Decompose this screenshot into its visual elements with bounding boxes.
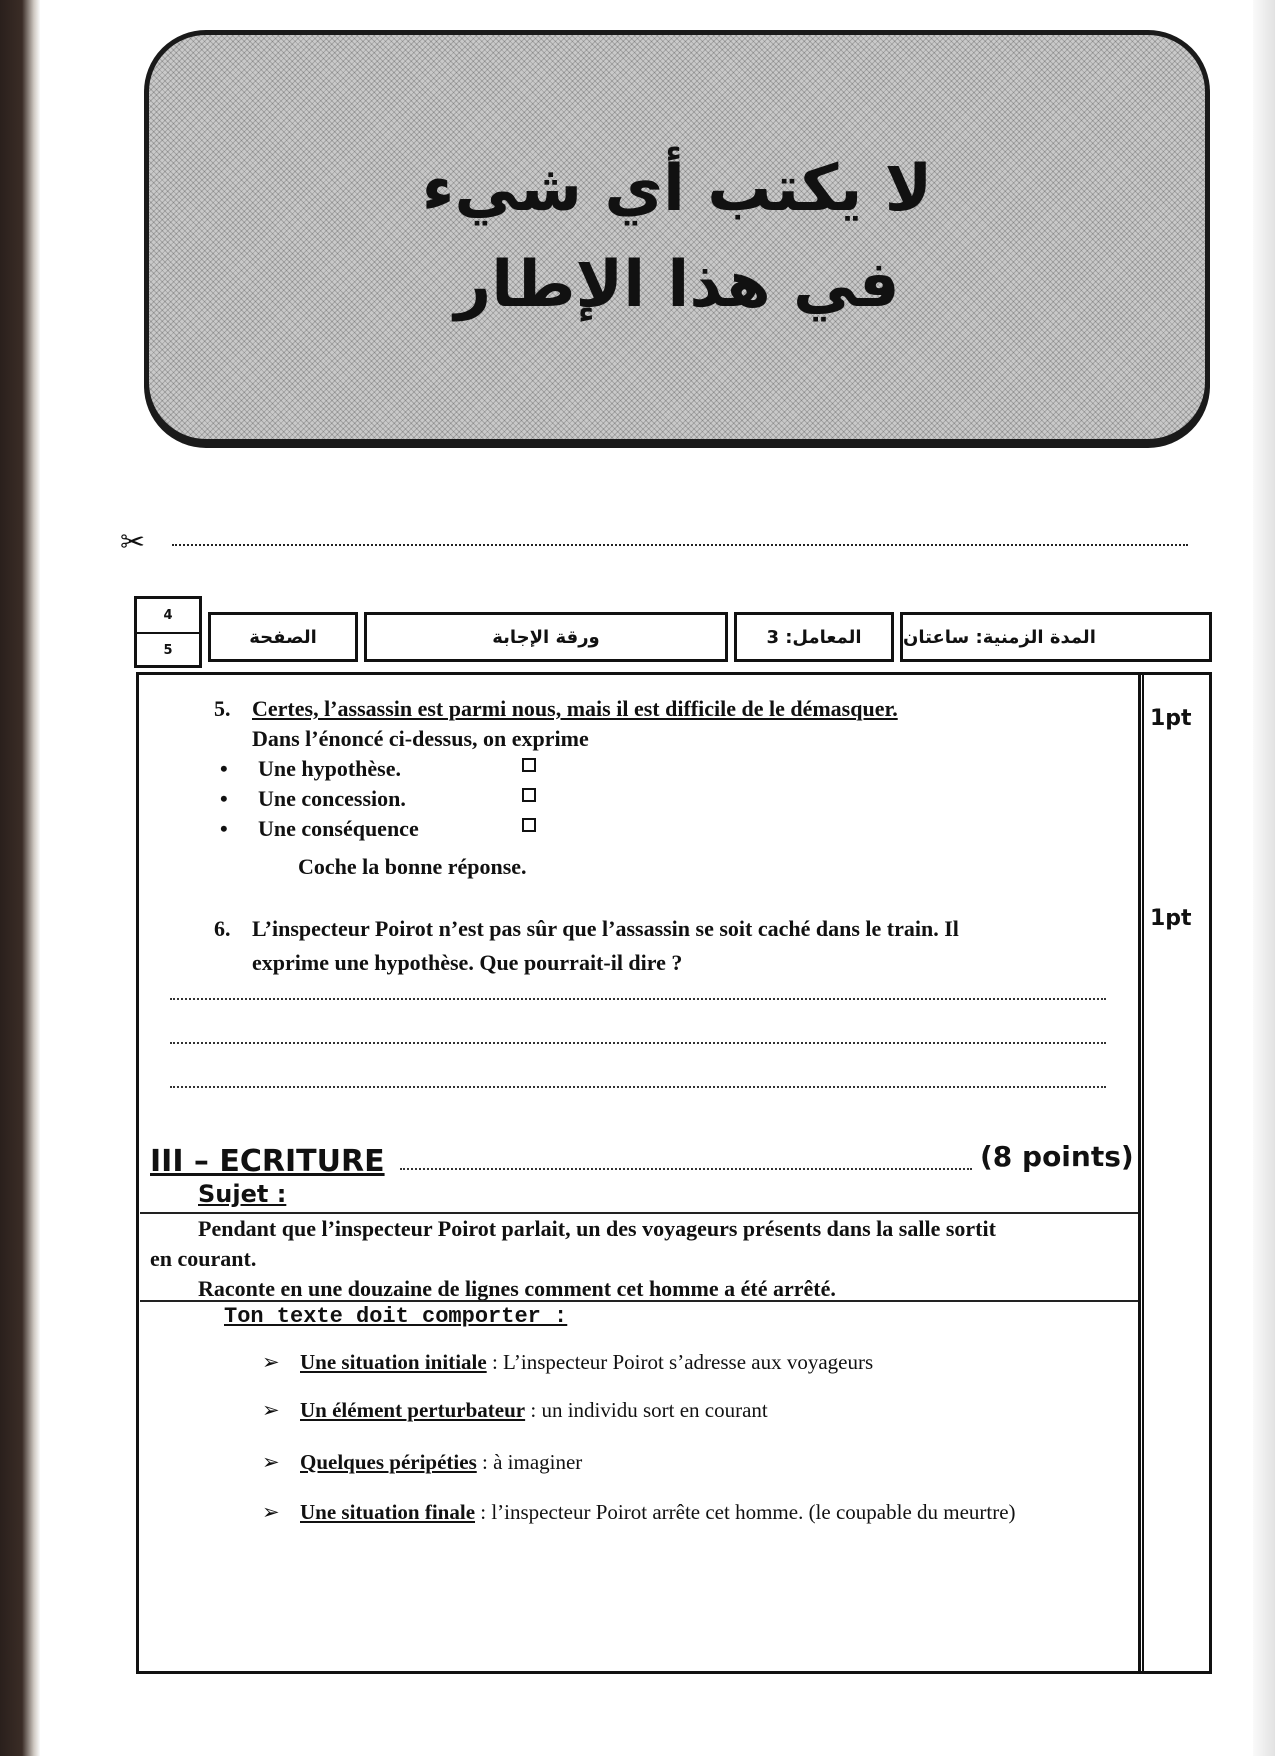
option-hypothese: • Une hypothèse. — [220, 756, 402, 781]
question-6-line-1: L’inspecteur Poirot n’est pas sûr que l’assassin se soit caché dans le train. Il — [252, 916, 959, 941]
question-5-number: 5. — [214, 696, 231, 721]
requirement-value: : l’inspecteur Poirot arrête cet homme. (le coupable du meurtre) — [475, 1500, 1016, 1524]
requirement-key: Une situation finale — [300, 1500, 476, 1524]
answer-line-3[interactable] — [170, 1086, 1106, 1088]
option-concession: • Une concession. — [220, 786, 406, 811]
requirement-value: : à imaginer — [476, 1450, 583, 1474]
question-6-number: 6. — [214, 916, 231, 941]
requirement-disruptive-element — [262, 1398, 768, 1423]
exam-duration: المدة الزمنية: ساعتان — [900, 612, 1212, 662]
arrow-bullet-icon: ➢ — [262, 1500, 280, 1524]
answer-line-2[interactable] — [170, 1042, 1106, 1044]
arrow-bullet-icon: ➢ — [262, 1398, 280, 1422]
option-concession-checkbox[interactable] — [522, 788, 536, 802]
sujet-label: Sujet : — [198, 1180, 287, 1208]
option-label: Une concession. — [258, 786, 406, 811]
scan-left-edge — [0, 0, 40, 1756]
question-6-score: 1pt — [1150, 906, 1192, 931]
page-number-box — [134, 596, 202, 668]
subject-instruction: Raconte en une douzaine de lignes comment cet homme a été arrêté. — [198, 1276, 836, 1301]
option-consequence: • Une conséquence — [220, 816, 419, 841]
requirement-key: Une situation initiale — [300, 1350, 487, 1374]
option-consequence-checkbox[interactable] — [522, 818, 536, 832]
option-label: Une conséquence — [258, 816, 419, 841]
requirements-title: Ton texte doit comporter : — [224, 1304, 568, 1329]
page-total: 5 — [163, 643, 173, 658]
subject-text-line-2: en courant. — [150, 1246, 257, 1271]
question-5-instruction: Coche la bonne réponse. — [298, 854, 527, 879]
writing-section-points: (8 points) — [980, 1140, 1134, 1173]
answer-line-1[interactable] — [170, 998, 1106, 1000]
divider-line — [140, 1300, 1138, 1302]
cut-line — [120, 525, 1188, 560]
question-5-prompt: Dans l’énoncé ci-dessus, on exprime — [252, 726, 589, 751]
do-not-write-line-1: لا يكتب أي شيء — [421, 152, 933, 226]
requirement-final-situation — [262, 1500, 1016, 1525]
scissors-icon: ✂ — [120, 525, 146, 560]
question-6-line-2: exprime une hypothèse. Que pourrait-il dire ? — [252, 950, 683, 975]
writing-title-dots — [400, 1168, 972, 1170]
page-label: الصفحة — [208, 612, 358, 662]
score-column-divider — [1138, 672, 1144, 1674]
requirement-events — [262, 1450, 582, 1475]
requirement-value: : un individu sort en courant — [525, 1398, 768, 1422]
arrow-bullet-icon: ➢ — [262, 1450, 280, 1474]
requirement-value: : L’inspecteur Poirot s’adresse aux voyageurs — [486, 1350, 874, 1374]
page-current: 4 — [137, 599, 199, 634]
option-hypothese-checkbox[interactable] — [522, 758, 536, 772]
requirement-key: Un élément perturbateur — [300, 1398, 526, 1422]
arrow-bullet-icon: ➢ — [262, 1350, 280, 1374]
requirement-initial-situation — [262, 1350, 873, 1375]
exam-coefficient: المعامل: 3 — [734, 612, 894, 662]
option-label: Une hypothèse. — [258, 756, 402, 781]
question-5-score: 1pt — [1150, 706, 1192, 731]
answer-sheet-label: ورقة الإجابة — [364, 612, 728, 662]
do-not-write-frame — [144, 30, 1210, 444]
question-5-statement: Certes, l’assassin est parmi nous, mais il est difficile de le démasquer. — [252, 696, 898, 721]
scan-right-edge — [1253, 0, 1275, 1756]
requirement-key: Quelques péripéties — [300, 1450, 477, 1474]
do-not-write-line-2: في هذا الإطار — [454, 248, 900, 322]
cut-dashed-line — [172, 544, 1188, 546]
subject-text-line-1: Pendant que l’inspecteur Poirot parlait, un des voyageurs présents dans la salle sortit — [198, 1216, 996, 1241]
writing-section-title: III – ECRITURE — [150, 1144, 385, 1179]
